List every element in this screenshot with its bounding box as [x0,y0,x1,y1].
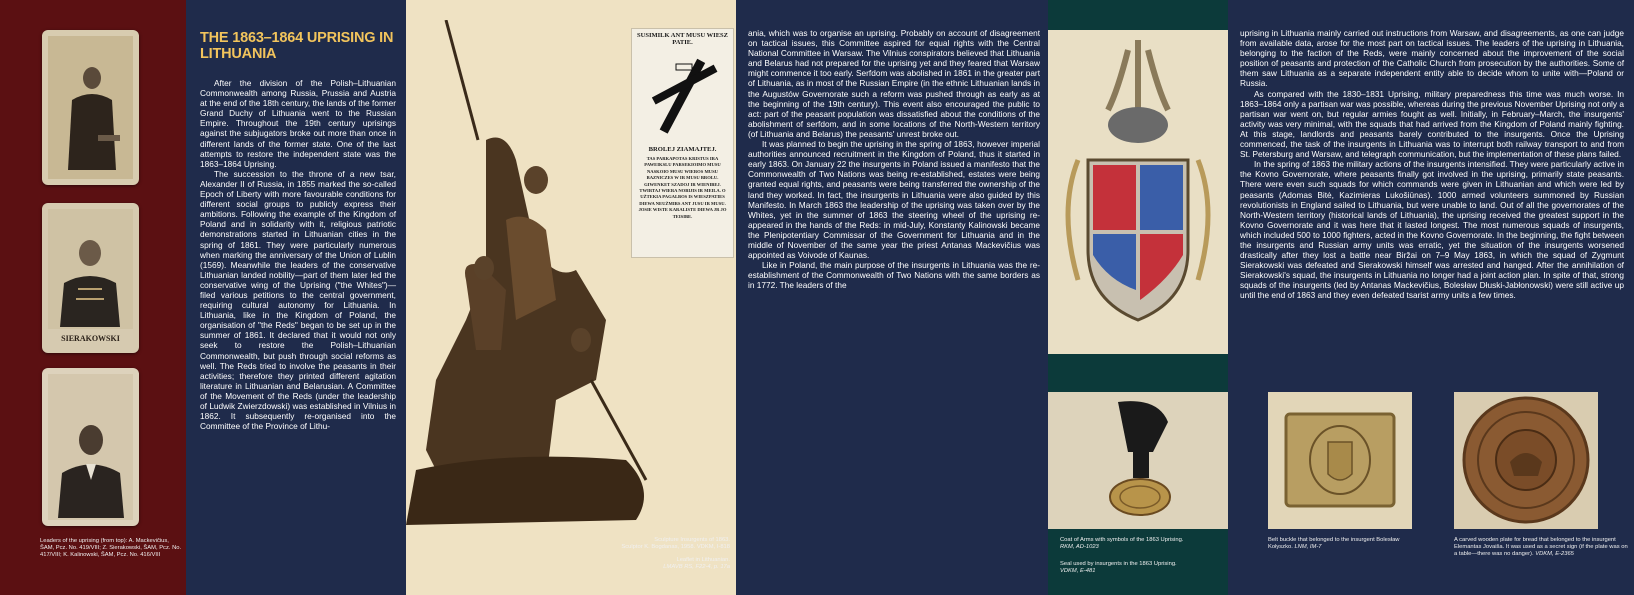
caption-plate-title: A carved wooden plate for bread that belonged to the insurgent Elemantas Jovaiša. It was used as a secret sign (if the plate was on a table—there was no danger). [1454,537,1628,557]
caption-seal-source: VDKM, E-481 [1060,568,1096,574]
caption-seal-title: Seal used by insurgents in the 1863 Uprising. [1060,561,1177,567]
column-1-text [200,78,396,431]
paragraph: After the division of the Polish–Lithuanian Commonwealth among Russia, Prussia and Austria at the end of the 18th century, the lands of the former Grand Duchy of Lithuania went to the Russian Empire. Throughout the 19th century uprisings against the subjugators broke out more than once in different lands of the former state. One of the last attempts to restore the independent state was the 1863–1864 Uprising. [200,78,396,169]
belt-buckle-image [1268,392,1412,529]
caption-leaders: Leaders of the uprising (from top): A. Mackevičius, ŠAM, Pcz. No. 419/VIII; Z. Sierakowski, ŠAM, Pcz. No. 417/VIII; K. Kalinowski, ŠAM, Pcz. No. 416/VIII [40,538,182,558]
leaflet-subheading: BROLEJ ZIAMAJTEJ. [648,146,717,153]
paragraph: Like in Poland, the main purpose of the insurgents in Lithuania was the re-establishment of the Commonwealth of Two Nations with the same borders as in 1772. The leaders of the [748,260,1040,291]
caption-coat-title: Coat of Arms with symbols of the 1863 Uprising. [1060,537,1184,543]
column-3-text [1240,28,1624,301]
leaflet-heading: SUSIMILK ANT MUSU WIESZ PATIE. [637,32,728,46]
paragraph: The succession to the throne of a new tsar, Alexander II of Russia, in 1855 marked the so-called Epoch of Liberty with more favourable conditions for different social groups to publicly express their ambitions. Following the example of the Kingdom of Poland and in solidarity with it, religious patriotic demonstrations started in Lithuanian cities in the spring of 1861. They were particularly numerous when marking the anniversary of the Union of Lublin (1569). Meanwhile the leaders of the conservative Lithuanian landed nobility—part of them later led the conservative wing of the Uprising ("the Whites")—filed various petitions to the central government, requiring cultural autonomy for Lithuania. In Lithuania, like in the Kingdom of Poland, the organisation of "the Reds" began to be set up in the summer of 1861. It declared that it would not only seek to restore the Polish–Lithuanian Commonwealth, but push through social reforms as well. The Reds tried to involve the peasants in their activities; therefore they printed different agitation literature in Lithuanian and Belarusian. A Committee of the Movement of the Reds (under the leadership of Ludwik Zwierzdowski) was established in Vilnius in 1862. It subsequently re-organised into the Committee of the Province of Lithu- [200,168,396,432]
column-2-text [748,28,1040,290]
caption-coat-source: RKM, AD-1023 [1060,544,1099,550]
wooden-plate-image [1454,392,1598,529]
caption-plate [1454,537,1630,558]
caption-sculpture-source: Sculptor K. Bogdanas, 1958. VDKM, I-818 [621,544,730,550]
leaflet-body: TAS PARKAPOTAS KRISTUS IRA PAWEIKSLU PARSEKIOIMO MUSU NASKOIO MUSU WIEROS MUSU BAZNICZES W IR MUSU BROLU. GIWENKET SZADOJ IR WIENIBEJ. TWIRTAJ WIERA NOBIJIS IR MEILA. O UŻTEKIA PAGALBOS IS WIESZPATIES DIEWA NEUŻMIRS ANT JUSU IR MUSU. JOSIE WISTE KARALISTE DIEWA JR JO TEISIBE. [638,156,727,219]
portrait-sierakowski [42,203,139,353]
leaflet-image [631,28,734,258]
caption-leaflet-title: Leaflet in Lithuanian. [676,557,730,563]
caption-coat [1060,537,1220,575]
paragraph: uprising in Lithuania mainly carried out instructions from Warsaw, and disagreements, as one can judge from available data, arose for the most part on tactical issues. The leaders of the uprising in Lithuania, belonging to the faction of the Reds, were mainly concerned about the improvement of the social position of peasants and protection of the Catholic Church from prosecution by the authorities. Some of them saw Lithuania as a separate independent entity able to decide whom to unite with—Poland or Russia. [1240,28,1624,89]
caption-buckle-title: Belt buckle that belonged to the insurgent Bolesław Kołyszko. [1268,537,1400,550]
paragraph: It was planned to begin the uprising in the spring of 1863, however imperial authorities announced recruitment in the Kingdom of Poland, thus it started in early 1863. On January 22 the insurgents in Poland issued a manifesto that the Commonwealth of Two Nations was being re-established, estates were being granted equal rights, and peasants were being transferred the ownership of the land they worked. In fact, the insurgents in Lithuania were also guided by this Manifesto. In March 1863 the leadership of the uprising was taken over by the Whites, yet in the summer of 1863 the steering wheel of the uprising re-appeared in the hands of the Reds: in mid-July, Konstanty Kalinowski became the Plenipotentiary Commissar of the Government for Lithuania and in the middle of November of the same year the priest Antanas Mackevičius was appointed as Voivode of Kaunas. [748,139,1040,261]
paragraph: ania, which was to organise an uprising. Probably on account of disagreement on tactical issues, this Committee aspired for equal rights with the Central National Committee in Warsaw. The Vilnius conspirators believed that Lithuania and Belarus had not prepared for the uprising yet and they feared that Warsaw might commence it too early. Serfdom was abolished in 1861 in the greater part of Lithuania, as in most of the Russian Empire (in the ethnic Lithuanian lands in the Augustów Governorate such a reform was pushed through as early as at the beginning of the 19th century). This event also encouraged the public to act: part of the peasant population was dissatisfied about the conditions of the abolishment of serfdom, and in some locations of the North-Western territory (of Lithuania and Belarus) the peasants' unrest broke out. [748,28,1040,139]
caption-sculpture-title: Sculpture Insurgents of 1863. [654,537,730,543]
paragraph: As compared with the 1830–1831 Uprising, military preparedness this time was much worse. In 1863–1864 only a partisan war was possible, whereas during the previous November Uprising not only a partisan war went on, but regular armies fought as well. Initially, in February–March, the insurgents' activity was very minimal, with the squads that had arrived from the Kingdom of Poland mainly fighting. At this stage, landlords and peasants barely contributed to the insurgents. Once the Uprising commenced, the task of the insurgents in Lithuania was to interrupt both railway transport to and from St. Petersburg and Warsaw, and telegraph communication, but the implementation of these plans failed. [1240,88,1624,160]
portrait-mackevicius [42,30,139,185]
portrait-kalinowski [42,368,139,526]
caption-plate-source: VDKM, E-2365 [1535,551,1574,557]
caption-sculpture [560,537,730,571]
cross-icon [632,46,735,146]
seal-image [1048,392,1228,529]
caption-leaflet-source: LMAVB RS, F22-4, p. 17a [663,564,730,570]
paragraph: In the spring of 1863 the military actions of the insurgents intensified. They were particularly active in the Kovno Governorate, where peasants finally got involved in the uprising, primarily state peasants. There were even such squads for which commands were given in Lithuanian and which were led by peasants (Adomas Bitė, Kazimieras Lukošiūnas). 1000 armed volunteers summoned by Russian revolutionists in England sailed to Lithuania, but were unable to land. Out of all the governorates of the North-Western territory (historical lands of Lithuania), the uprising received the greatest support in the Kovno Governorate and it was here that it lasted longest. The most numerous squads of insurgents, which included 500 to 1000 fighters, acted in the Kovno Governorate. In the beginning, the fight between the insurgents and Russian army units was erratic, yet the situation of the insurgents worsened drastically after they lost a battle near Biržai on 7–9 May 1863, in which the squad of Zygmunt Sierakowski was defeated and Sierakowski himself was arrested and hanged. After the annihilation of Sierakowski's squad, the insurgents in Lithuania no longer had a joint action plan. In spite of that, strong squads of the insurgents (led by Antanas Mackevičius, Bolesław Dłuski-Jabłonowski) were still active up until the end of 1863 and they even defeated tsarist army units a few times. [1240,159,1624,301]
photo-signature: SIERAKOWSKI [61,334,120,343]
page-title: THE 1863–1864 UPRISING IN LITHUANIA [200,30,394,62]
coat-of-arms-image [1048,30,1228,354]
caption-buckle [1268,537,1408,551]
caption-buckle-source: LNM, IM-7 [1294,544,1322,550]
